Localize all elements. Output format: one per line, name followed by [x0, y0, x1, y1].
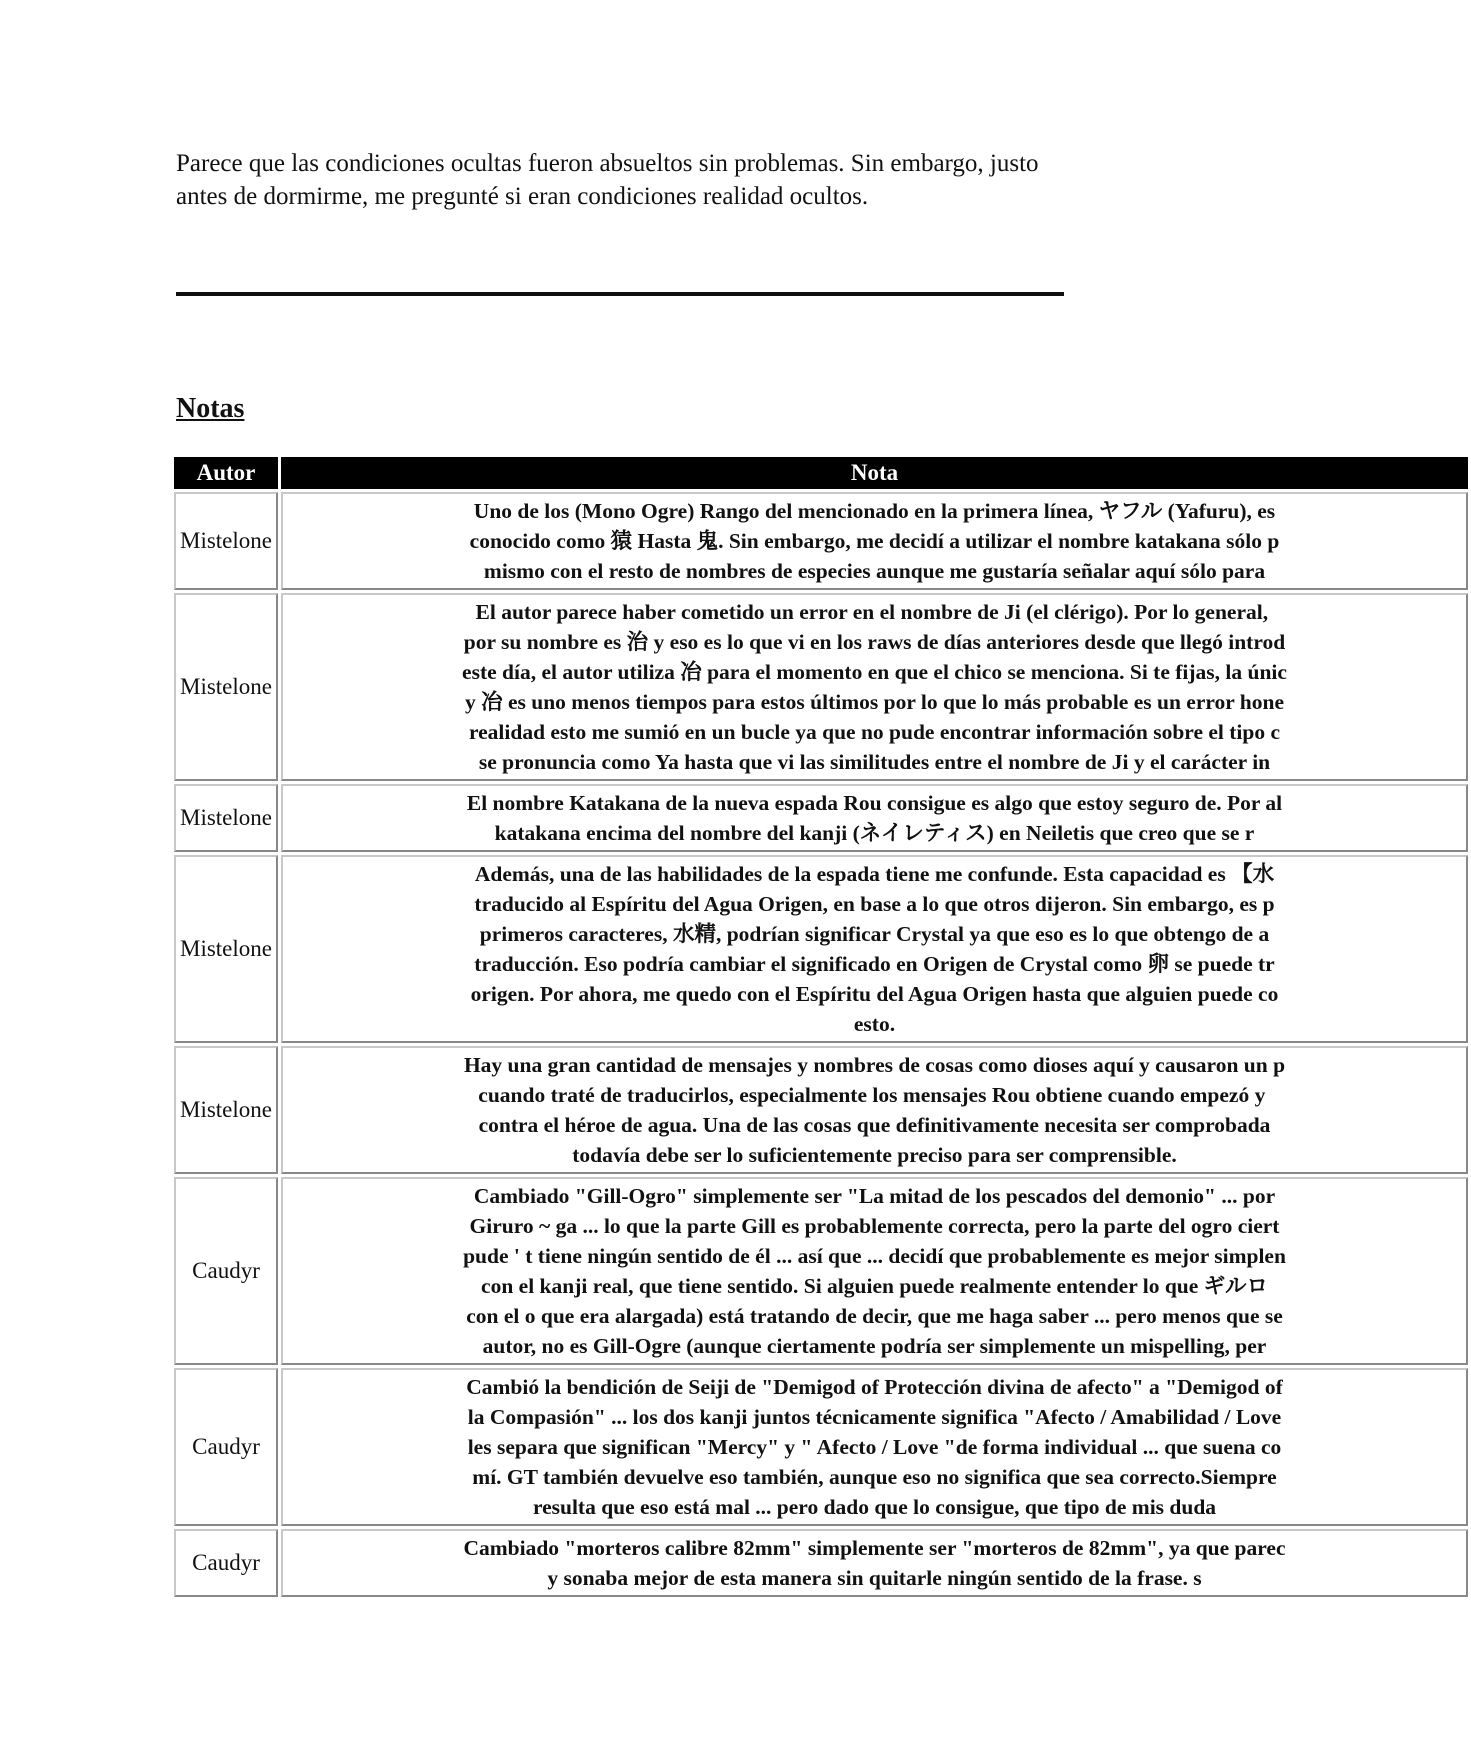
note-cell: Cambiado "Gill-Ogro" simplemente ser "La mitad de los pescados del demonio" ... por Giruro ~ ga ... lo que la parte Gill es probablemente correcta, pero la parte del ogro ciert pude ' t tiene ningún sentido de él ... así que ... decidí que probablemente es mejor simplen con el kanji real, que tiene sentido. Si alguien puede realmente entender lo que ギルロ con el o que era alargada) está tratando de decir, que me haga saber ... pero menos que se autor, no es Gill-Ogre (aunque ciertamente podría ser simplemente un mispelling, per [281, 1177, 1468, 1365]
author-cell: Caudyr [174, 1529, 278, 1597]
note-cell: Uno de los (Mono Ogre) Rango del mencionado en la primera línea, ヤフル (Yafuru), es conocido como 猿 Hasta 鬼. Sin embargo, me decidí a utilizar el nombre katakana sólo p mismo con el resto de nombres de especies aunque me gustaría señalar aquí sólo para [281, 492, 1468, 590]
table-row [174, 1046, 1468, 1174]
author-cell: Mistelone [174, 593, 278, 781]
author-cell: Mistelone [174, 784, 278, 852]
table-row [174, 1177, 1468, 1365]
note-cell: Hay una gran cantidad de mensajes y nombres de cosas como dioses aquí y causaron un p cuando traté de traducirlos, especialmente los mensajes Rou obtiene cuando empezó y contra el héroe de agua. Una de las cosas que definitivamente necesita ser comprobada todavía debe ser lo suficientemente preciso para ser comprensible. [281, 1046, 1468, 1174]
notes-heading: Notas [176, 393, 245, 424]
author-cell: Caudyr [174, 1177, 278, 1365]
column-header-note: Nota [281, 457, 1468, 489]
table-row [174, 1368, 1468, 1526]
column-header-author: Autor [174, 457, 278, 489]
note-cell: Cambió la bendición de Seiji de "Demigod of Protección divina de afecto" a "Demigod of la Compasión" ... los dos kanji juntos técnicamente significa "Afecto / Amabilidad / Love les separa que significan "Mercy" y " Afecto / Love "de forma individual ... que suena co mí. GT también devuelve eso también, aunque eso no significa que sea correcto.Siempre resulta que eso está mal ... pero dado que lo consigue, que tipo de mis duda [281, 1368, 1468, 1526]
note-cell: El nombre Katakana de la nueva espada Rou consigue es algo que estoy seguro de. Por al katakana encima del nombre del kanji (ネイレティス) en Neiletis que creo que se r [281, 784, 1468, 852]
author-cell: Mistelone [174, 1046, 278, 1174]
table-row [174, 593, 1468, 781]
table-row [174, 855, 1468, 1043]
author-cell: Caudyr [174, 1368, 278, 1526]
notes-table-container [172, 454, 1287, 1590]
author-cell: Mistelone [174, 492, 278, 590]
table-row [174, 1529, 1468, 1597]
note-cell: Además, una de las habilidades de la espada tiene me confunde. Esta capacidad es 【水 traducido al Espíritu del Agua Origen, en base a lo que otros dijeron. Sin embargo, es p primeros caracteres, 水精, podrían significar Crystal ya que eso es lo que obtengo de a traducción. Eso podría cambiar el significado en Origen de Crystal como 卵 se puede tr origen. Por ahora, me quedo con el Espíritu del Agua Origen hasta que alguien puede co esto. [281, 855, 1468, 1043]
table-row [174, 784, 1468, 852]
note-cell: Cambiado "morteros calibre 82mm" simplemente ser "morteros de 82mm", ya que parec y sonaba mejor de esta manera sin quitarle ningún sentido de la frase. s [281, 1529, 1468, 1597]
author-cell: Mistelone [174, 855, 278, 1043]
table-header-row [174, 457, 1468, 489]
intro-paragraph: Parece que las condiciones ocultas fueron absueltos sin problemas. Sin embargo, justo antes de dormirme, me pregunté si eran condiciones realidad ocultos. [176, 150, 1039, 210]
note-cell: El autor parece haber cometido un error en el nombre de Ji (el clérigo). Por lo general, por su nombre es 治 y eso es lo que vi en los raws de días anteriores desde que llegó introd este día, el autor utiliza 冶 para el momento en que el chico se menciona. Si te fijas, la únic y 冶 es uno menos tiempos para estos últimos por lo que lo más probable es un error hone realidad esto me sumió en un bucle ya que no pude encontrar información sobre el tipo c se pronuncia como Ya hasta que vi las similitudes entre el nombre de Ji y el carácter in [281, 593, 1468, 781]
horizontal-divider [176, 292, 1064, 296]
table-row [174, 492, 1468, 590]
notes-table [171, 454, 1471, 1600]
